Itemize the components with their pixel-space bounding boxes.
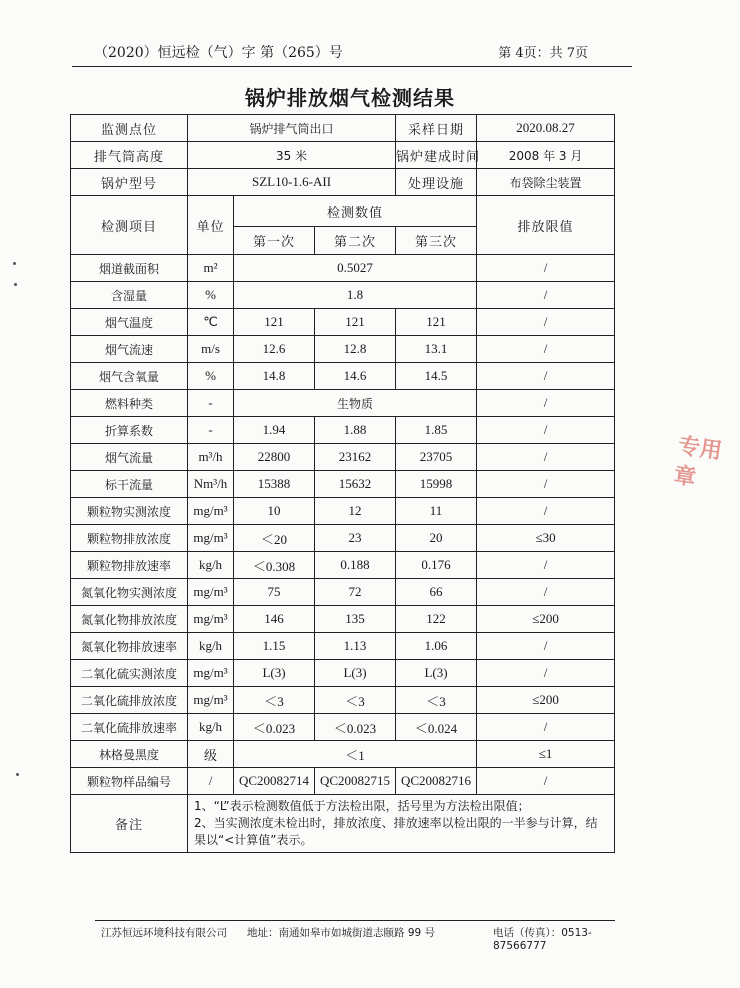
- row-value-third: ＜0.024: [396, 714, 477, 741]
- row-unit: kg/h: [188, 714, 234, 741]
- row-limit: ≤30: [477, 525, 615, 552]
- row-unit: 级: [188, 741, 234, 768]
- row-value-third: L(3): [396, 660, 477, 687]
- document-number: （2020）恒远检（气）字 第（265）号: [94, 45, 343, 61]
- row-item-name: 烟气流量: [71, 444, 188, 471]
- row-value-second: 23162: [315, 444, 396, 471]
- table-row: [71, 687, 615, 714]
- row-limit: /: [477, 309, 615, 336]
- row-unit: mg/m³: [188, 498, 234, 525]
- remark-line-2: 2、当实测浓度未检出时，排放浓度、排放速率以检出限的一半参与计算，结果以“<计算值”表示。: [194, 816, 598, 847]
- scan-speck: [14, 283, 17, 286]
- row-item-name: 烟气含氧量: [71, 363, 188, 390]
- scan-speck: [16, 773, 19, 776]
- row-value-second: 0.188: [315, 552, 396, 579]
- row-limit: /: [477, 579, 615, 606]
- info-row-1: [71, 115, 615, 142]
- row-unit: mg/m³: [188, 579, 234, 606]
- red-seal-stamp: 专用章: [672, 433, 724, 492]
- row-value-second: L(3): [315, 660, 396, 687]
- row-value-third: 20: [396, 525, 477, 552]
- treatment-value: 布袋除尘装置: [477, 169, 615, 196]
- row-value-third: 1.85: [396, 417, 477, 444]
- row-value-second: 23: [315, 525, 396, 552]
- row-unit: /: [188, 768, 234, 795]
- monitor-point-label: 监测点位: [71, 115, 188, 142]
- row-value-first: QC20082714: [234, 768, 315, 795]
- row-value-first: 1.15: [234, 633, 315, 660]
- footer-address: 地址：南通如皋市如城街道志颐路 99 号: [247, 927, 436, 939]
- row-value-first: 75: [234, 579, 315, 606]
- row-unit: mg/m³: [188, 660, 234, 687]
- row-item-name: 烟气温度: [71, 309, 188, 336]
- row-limit: /: [477, 471, 615, 498]
- table-row: [71, 552, 615, 579]
- remarks-label: 备注: [71, 795, 188, 853]
- table-row: [71, 417, 615, 444]
- row-limit: ≤200: [477, 606, 615, 633]
- row-value-second: 12.8: [315, 336, 396, 363]
- row-merged-value: ＜1: [234, 741, 477, 768]
- sampling-date-label: 采样日期: [396, 115, 477, 142]
- build-time-value: 2008 年 3 月: [477, 142, 615, 169]
- row-value-second: 14.6: [315, 363, 396, 390]
- report-title: 锅炉排放烟气检测结果: [245, 86, 455, 110]
- row-limit: /: [477, 768, 615, 795]
- row-value-second: 15632: [315, 471, 396, 498]
- row-value-first: ＜0.023: [234, 714, 315, 741]
- row-item-name: 标干流量: [71, 471, 188, 498]
- row-item-name: 二氧化硫实测浓度: [71, 660, 188, 687]
- row-item-name: 颗粒物排放浓度: [71, 525, 188, 552]
- row-unit: m²: [188, 255, 234, 282]
- row-merged-value: 1.8: [234, 282, 477, 309]
- row-limit: /: [477, 363, 615, 390]
- table-row: [71, 525, 615, 552]
- row-item-name: 颗粒物排放速率: [71, 552, 188, 579]
- row-merged-value: 生物质: [234, 390, 477, 417]
- row-value-first: 1.94: [234, 417, 315, 444]
- row-value-third: 1.06: [396, 633, 477, 660]
- stack-height-label: 排气筒高度: [71, 142, 188, 169]
- row-item-name: 氮氧化物排放浓度: [71, 606, 188, 633]
- row-item-name: 燃料种类: [71, 390, 188, 417]
- page-info: 第 4页：共 7页: [498, 46, 588, 61]
- header-unit: 单位: [188, 196, 234, 255]
- table-row: [71, 633, 615, 660]
- header-item: 检测项目: [71, 196, 188, 255]
- row-unit: mg/m³: [188, 525, 234, 552]
- row-limit: /: [477, 282, 615, 309]
- table-row: [71, 336, 615, 363]
- row-item-name: 颗粒物实测浓度: [71, 498, 188, 525]
- table-row: [71, 282, 615, 309]
- row-value-third: QC20082716: [396, 768, 477, 795]
- table-row: [71, 606, 615, 633]
- row-value-first: 22800: [234, 444, 315, 471]
- row-unit: m/s: [188, 336, 234, 363]
- scan-speck: [13, 262, 16, 265]
- row-unit: -: [188, 390, 234, 417]
- row-value-second: ＜3: [315, 687, 396, 714]
- header-first: 第一次: [234, 227, 315, 255]
- row-item-name: 林格曼黑度: [71, 741, 188, 768]
- row-unit: mg/m³: [188, 606, 234, 633]
- row-value-second: 135: [315, 606, 396, 633]
- row-limit: /: [477, 660, 615, 687]
- row-limit: /: [477, 714, 615, 741]
- row-value-third: 13.1: [396, 336, 477, 363]
- row-value-second: 72: [315, 579, 396, 606]
- row-limit: /: [477, 417, 615, 444]
- row-item-name: 氮氧化物实测浓度: [71, 579, 188, 606]
- row-limit: /: [477, 255, 615, 282]
- row-value-third: 122: [396, 606, 477, 633]
- row-unit: ℃: [188, 309, 234, 336]
- row-value-third: 66: [396, 579, 477, 606]
- boiler-model-label: 锅炉型号: [71, 169, 188, 196]
- header-limit: 排放限值: [477, 196, 615, 255]
- table-row: [71, 255, 615, 282]
- row-value-second: 121: [315, 309, 396, 336]
- footer-company: 江苏恒远环境科技有限公司: [101, 927, 227, 939]
- row-limit: /: [477, 444, 615, 471]
- row-value-second: 1.13: [315, 633, 396, 660]
- header-second: 第二次: [315, 227, 396, 255]
- row-value-third: 14.5: [396, 363, 477, 390]
- row-item-name: 折算系数: [71, 417, 188, 444]
- row-limit: /: [477, 390, 615, 417]
- row-unit: kg/h: [188, 633, 234, 660]
- remark-line-1: 1、“L”表示检测数值低于方法检出限，括号里为方法检出限值；: [194, 799, 530, 813]
- row-limit: ≤1: [477, 741, 615, 768]
- row-item-name: 烟气流速: [71, 336, 188, 363]
- table-row: [71, 390, 615, 417]
- table-row: [71, 714, 615, 741]
- table-row: [71, 498, 615, 525]
- remarks-row: [71, 795, 615, 853]
- row-value-first: 146: [234, 606, 315, 633]
- table-row: [71, 444, 615, 471]
- row-value-first: 14.8: [234, 363, 315, 390]
- row-limit: /: [477, 336, 615, 363]
- table-row: [71, 660, 615, 687]
- row-value-second: ＜0.023: [315, 714, 396, 741]
- row-limit: /: [477, 552, 615, 579]
- row-value-first: 15388: [234, 471, 315, 498]
- build-time-label: 锅炉建成时间: [396, 142, 477, 169]
- table-row: [71, 471, 615, 498]
- page-header: [72, 40, 632, 67]
- footer-phone: 电话（传真）：0513-87566777: [493, 927, 592, 952]
- row-value-first: 12.6: [234, 336, 315, 363]
- page-footer: [95, 920, 615, 952]
- row-value-third: 0.176: [396, 552, 477, 579]
- row-unit: %: [188, 363, 234, 390]
- row-item-name: 颗粒物样品编号: [71, 768, 188, 795]
- row-limit: /: [477, 498, 615, 525]
- row-item-name: 氮氧化物排放速率: [71, 633, 188, 660]
- row-unit: Nm³/h: [188, 471, 234, 498]
- row-item-name: 二氧化硫排放速率: [71, 714, 188, 741]
- table-row: [71, 309, 615, 336]
- row-value-second: 12: [315, 498, 396, 525]
- stack-height-value: 35 米: [188, 142, 396, 169]
- sampling-date-value: 2020.08.27: [477, 115, 615, 142]
- row-value-third: 121: [396, 309, 477, 336]
- info-row-3: [71, 169, 615, 196]
- table-header-row-1: [71, 196, 615, 227]
- row-item-name: 二氧化硫排放浓度: [71, 687, 188, 714]
- table-row: [71, 768, 615, 795]
- table-row: [71, 741, 615, 768]
- row-value-third: 15998: [396, 471, 477, 498]
- results-table: [70, 114, 615, 853]
- table-row: [71, 363, 615, 390]
- row-value-third: 11: [396, 498, 477, 525]
- row-unit: %: [188, 282, 234, 309]
- row-unit: -: [188, 417, 234, 444]
- row-value-first: L(3): [234, 660, 315, 687]
- row-limit: /: [477, 633, 615, 660]
- header-third: 第三次: [396, 227, 477, 255]
- row-value-first: 121: [234, 309, 315, 336]
- monitor-point-value: 锅炉排气筒出口: [188, 115, 396, 142]
- row-value-first: 10: [234, 498, 315, 525]
- row-value-third: ＜3: [396, 687, 477, 714]
- header-values: 检测数值: [234, 196, 477, 227]
- row-unit: kg/h: [188, 552, 234, 579]
- row-value-second: QC20082715: [315, 768, 396, 795]
- row-unit: m³/h: [188, 444, 234, 471]
- row-value-second: 1.88: [315, 417, 396, 444]
- row-value-first: ＜0.308: [234, 552, 315, 579]
- row-value-first: ＜20: [234, 525, 315, 552]
- row-value-first: ＜3: [234, 687, 315, 714]
- boiler-model-value: SZL10-1.6-AII: [188, 169, 396, 196]
- row-limit: ≤200: [477, 687, 615, 714]
- row-item-name: 含湿量: [71, 282, 188, 309]
- row-item-name: 烟道截面积: [71, 255, 188, 282]
- info-row-2: [71, 142, 615, 169]
- table-row: [71, 579, 615, 606]
- treatment-label: 处理设施: [396, 169, 477, 196]
- row-value-third: 23705: [396, 444, 477, 471]
- row-merged-value: 0.5027: [234, 255, 477, 282]
- row-unit: mg/m³: [188, 687, 234, 714]
- remarks-content: [188, 795, 615, 853]
